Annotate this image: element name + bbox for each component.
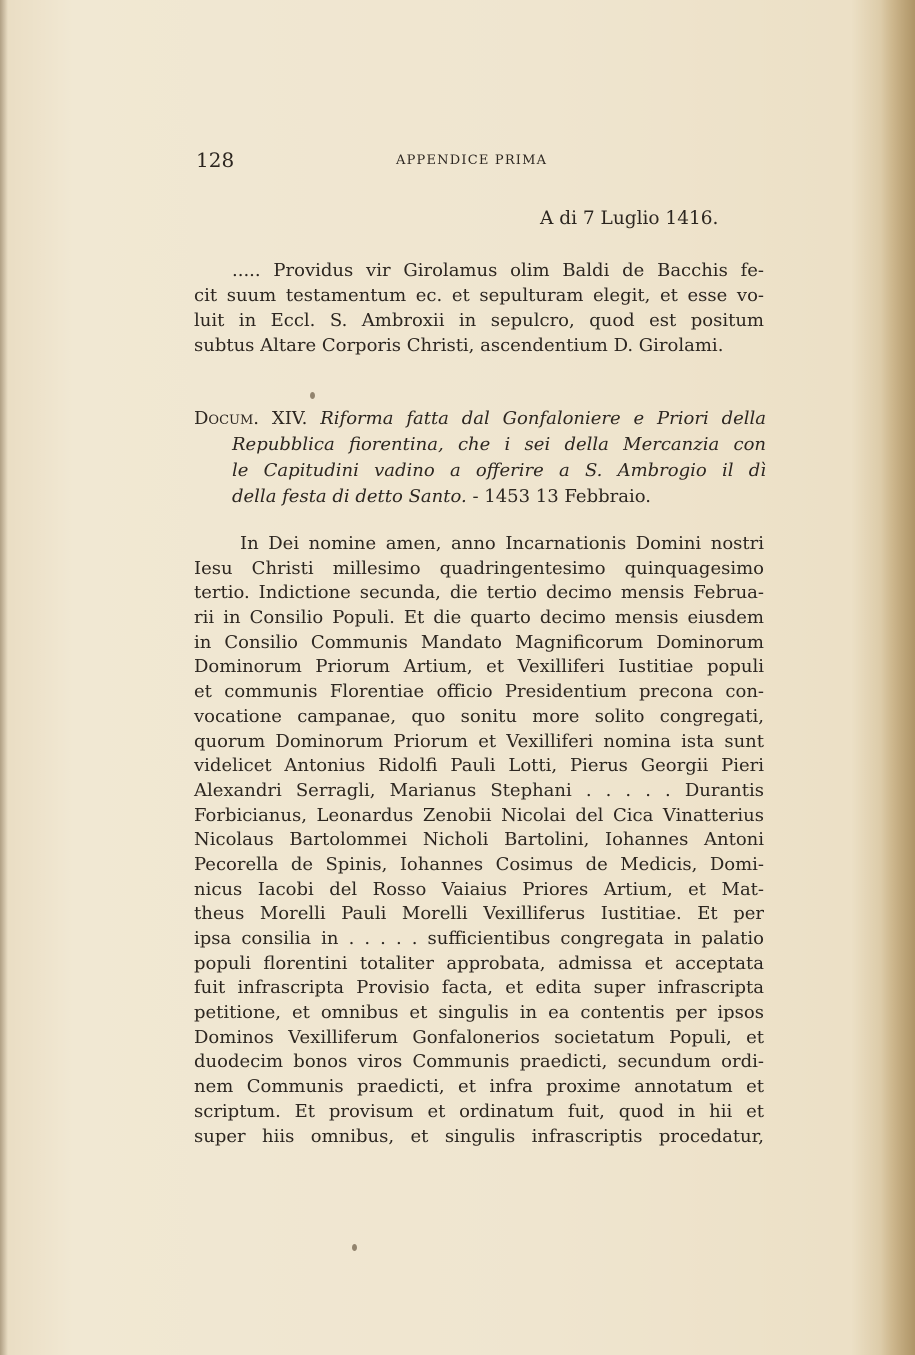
heading-line: Repubblica fiorentina, che i sei della Mercanzia con — [232, 434, 766, 455]
text-line: ipsa consilia in . . . . . sufficientibus congregata in palatio — [194, 928, 764, 949]
text-line: ..... Providus vir Girolamus olim Baldi de Bacchis fe- — [232, 260, 764, 281]
page-number: 128 — [196, 148, 235, 172]
document-heading — [194, 406, 766, 510]
text-line: cit suum testamentum ec. et sepulturam elegit, et esse vo- — [194, 285, 764, 306]
text-line: Pecorella de Spinis, Iohannes Cosimus de Medicis, Domi- — [194, 853, 764, 875]
running-head: APPENDICE PRIMA — [396, 153, 548, 168]
text-line: Nicolaus Bartolommei Nicholi Bartolini, Iohannes Antoni — [194, 829, 764, 851]
text-line: Dominos Vexilliferum Gonfalonerios societatum Populi, et — [194, 1026, 764, 1048]
heading-line: le Capitudini vadino a offerire a S. Ambrogio il dì — [232, 460, 766, 481]
text-line: vocatione campanae, quo sonitu more solito congregati, — [194, 705, 764, 727]
text-line: theus Morelli Pauli Morelli Vexilliferus Iustitiae. Et per — [194, 903, 764, 925]
ink-speck — [310, 392, 315, 399]
text-line: scriptum. Et provisum et ordinatum fuit, quod in hii et — [194, 1100, 764, 1122]
page-right-edge — [881, 0, 915, 1355]
text-line: populi florentini totaliter approbata, admissa et acceptata — [194, 952, 764, 974]
text-line: luit in Eccl. S. Ambroxii in sepulcro, quod est positum — [194, 310, 764, 331]
text-line: nem Communis praedicti, et infra proxime annotatum et — [194, 1076, 764, 1098]
text-line: Iesu Christi millesimo quadringentesimo quinquagesimo — [194, 557, 764, 579]
text-line: tertio. Indictione secunda, die tertio decimo mensis Februa- — [194, 582, 764, 604]
text-line: In Dei nomine amen, anno Incarnationis Domini nostri — [240, 533, 764, 554]
paragraph-testament — [194, 258, 764, 358]
document-label: Docum. XIV. — [194, 408, 308, 429]
page-header — [196, 148, 766, 176]
text-line: subtus Altare Corporis Christi, ascendentium D. Girolami. — [194, 335, 724, 356]
date-line: A di 7 Luglio 1416. — [540, 208, 719, 229]
text-line: nicus Iacobi del Rosso Vaiaius Priores Artium, et Mat- — [194, 878, 764, 900]
text-line: Alexandri Serragli, Marianus Stephani . . . . . Durantis — [194, 779, 764, 801]
text-line: quorum Dominorum Priorum et Vexilliferi nomina ista sunt — [194, 730, 764, 752]
text-line: super hiis omnibus, et singulis infrascriptis procedatur, — [194, 1125, 764, 1147]
text-line: petitione, et omnibus et singulis in ea contentis per ipsos — [194, 1002, 764, 1024]
text-line: rii in Consilio Populi. Et die quarto decimo mensis eiusdem — [194, 607, 764, 629]
text-line: et communis Florentiae officio Presidentium precona con- — [194, 681, 764, 703]
text-line: Dominorum Priorum Artium, et Vexilliferi Iustitiae populi — [194, 656, 764, 678]
ink-speck — [352, 1244, 357, 1251]
heading-line: Riforma fatta dal Gonfaloniere e Priori della — [320, 408, 766, 429]
text-line: Forbicianus, Leonardus Zenobii Nicolai del Cica Vinatterius — [194, 804, 764, 826]
text-line: fuit infrascripta Provisio facta, et edita super infrascripta — [194, 977, 764, 999]
heading-line: della festa di detto Santo. — [232, 486, 467, 507]
document-date: - 1453 13 Febbraio. — [472, 486, 651, 507]
text-line: videlicet Antonius Ridolfi Pauli Lotti, Pierus Georgii Pieri — [194, 755, 764, 777]
text-line: in Consilio Communis Mandato Magnificorum Dominorum — [194, 631, 764, 653]
paragraph-provision — [194, 532, 764, 1149]
page-left-shadow — [0, 0, 8, 1355]
text-line: duodecim bonos viros Communis praedicti, secundum ordi- — [194, 1051, 764, 1073]
